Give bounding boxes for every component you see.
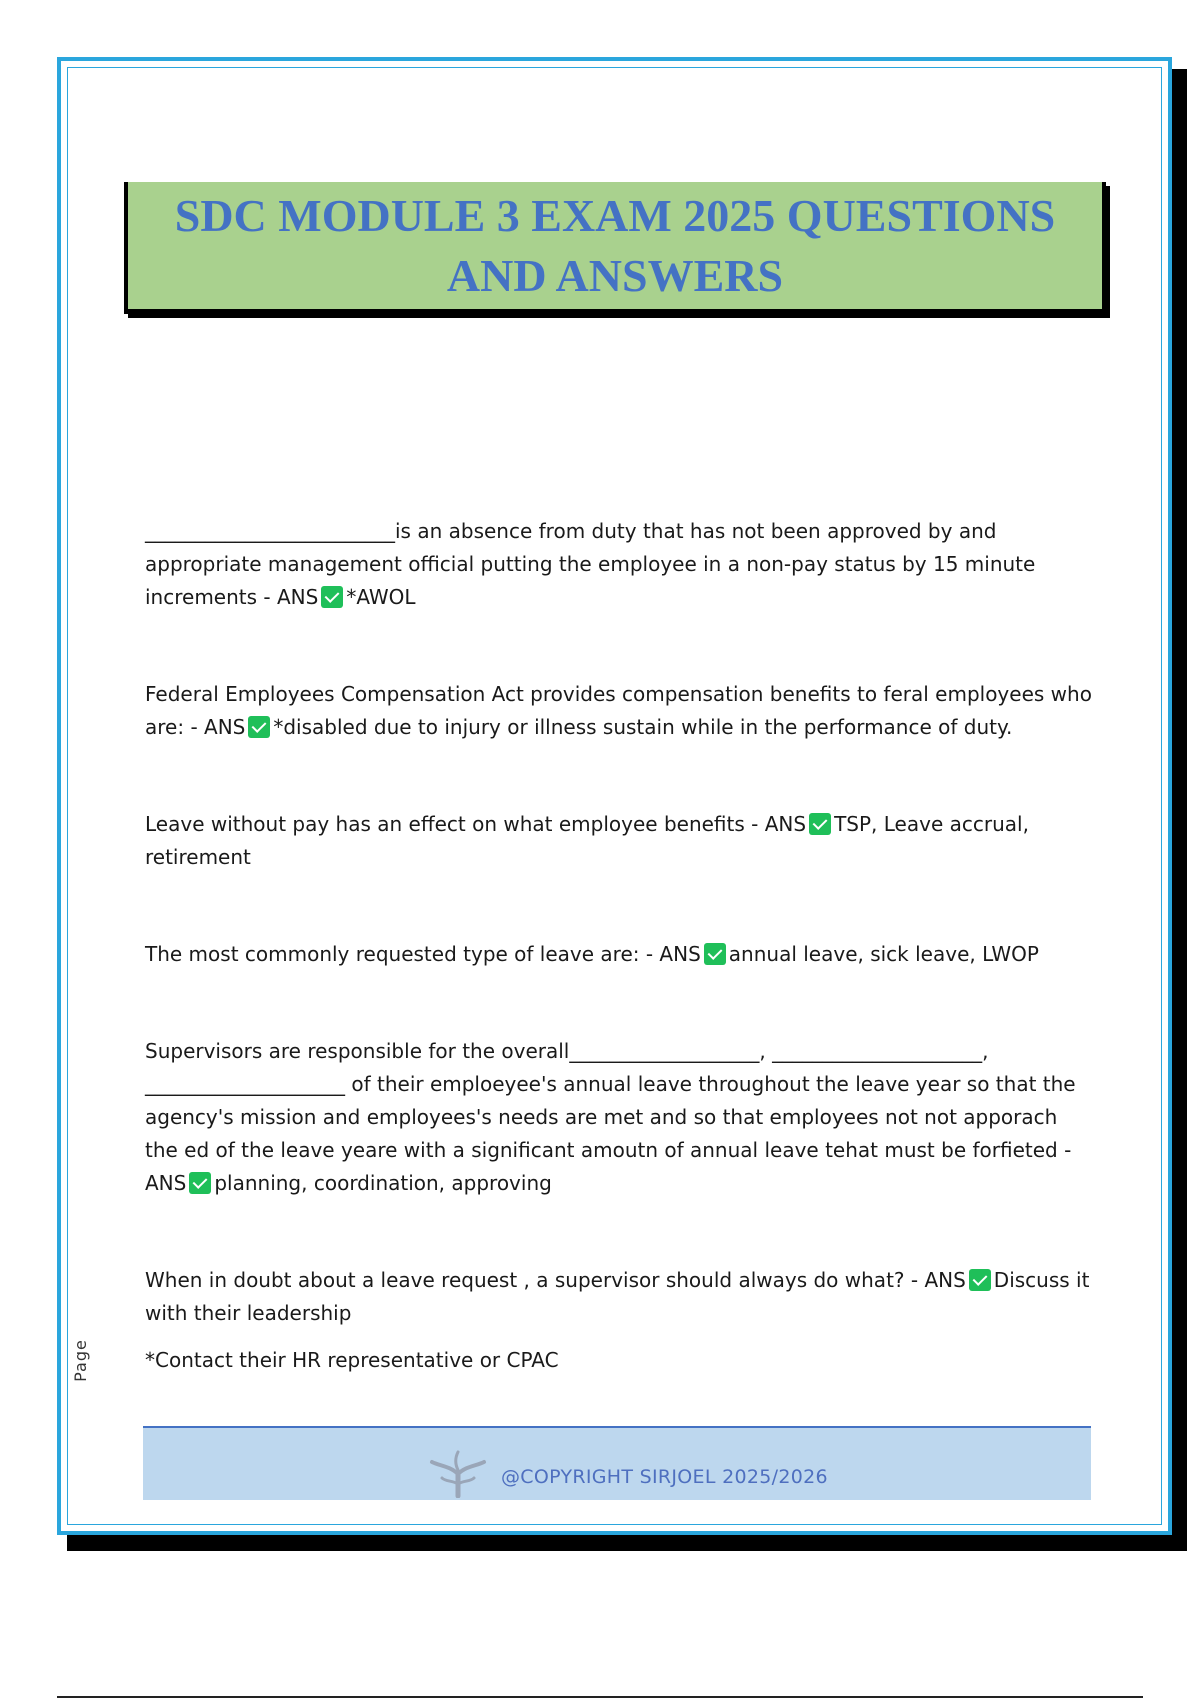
qa-question: When in doubt about a leave request , a supervisor should always do what? - ANS [145, 1268, 966, 1292]
qa-content [145, 515, 1095, 1441]
qa-answer: Discuss it with their leadership [145, 1268, 1090, 1325]
check-icon [969, 1269, 991, 1291]
check-icon [321, 586, 343, 608]
document-title-line-1: SDC MODULE 3 EXAM 2025 QUESTIONS [174, 189, 1056, 241]
qa-item [145, 515, 1095, 614]
footer-copyright: @COPYRIGHT SIRJOEL 2025/2026 [501, 1466, 828, 1488]
qa-question: Federal Employees Compensation Act provides compensation benefits to feral employees who are: - ANS [145, 682, 1092, 739]
qa-item [145, 678, 1095, 744]
check-icon [189, 1172, 211, 1194]
footer-band [143, 1426, 1091, 1500]
qa-item [145, 938, 1095, 971]
qa-extra-note: *Contact their HR representative or CPAC [145, 1348, 559, 1372]
qa-question: Supervisors are responsible for the overall___________________, _____________________, ____________________ of their emploeyee's annual leave throughout the leave year so that the agency's mission and employees's needs are met and so that employees not not apporach the ed of the leave yeare with a significant amoutn of annual leave tehat must be forfieted - ANS [145, 1039, 1076, 1195]
side-page-label [60, 1330, 100, 1390]
qa-item [145, 808, 1095, 874]
bottom-divider [57, 1696, 1143, 1698]
qa-answer: *disabled due to injury or illness sustain while in the performance of duty. [273, 715, 1013, 739]
qa-question: The most commonly requested type of leave are: - ANS [145, 942, 701, 966]
document-title-banner [124, 182, 1106, 314]
qa-question: Leave without pay has an effect on what employee benefits - ANS [145, 812, 807, 836]
check-icon [248, 716, 270, 738]
qa-item [145, 1264, 1095, 1330]
document-title-line-2: AND ANSWERS [446, 249, 784, 301]
check-icon [704, 943, 726, 965]
side-page-text: Page [70, 1338, 90, 1382]
qa-answer: TSP, Leave accrual, retirement [145, 812, 1029, 869]
tree-logo-icon [428, 1448, 488, 1498]
qa-item [145, 1035, 1095, 1200]
qa-answer: *AWOL [346, 585, 416, 609]
check-icon [809, 813, 831, 835]
qa-question: _________________________is an absence from duty that has not been approved by and appropriate management official putting the employee in a non-pay status by 15 minute increments - ANS [145, 519, 1036, 609]
qa-answer: planning, coordination, approving [214, 1171, 552, 1195]
qa-answer: annual leave, sick leave, LWOP [728, 942, 1039, 966]
